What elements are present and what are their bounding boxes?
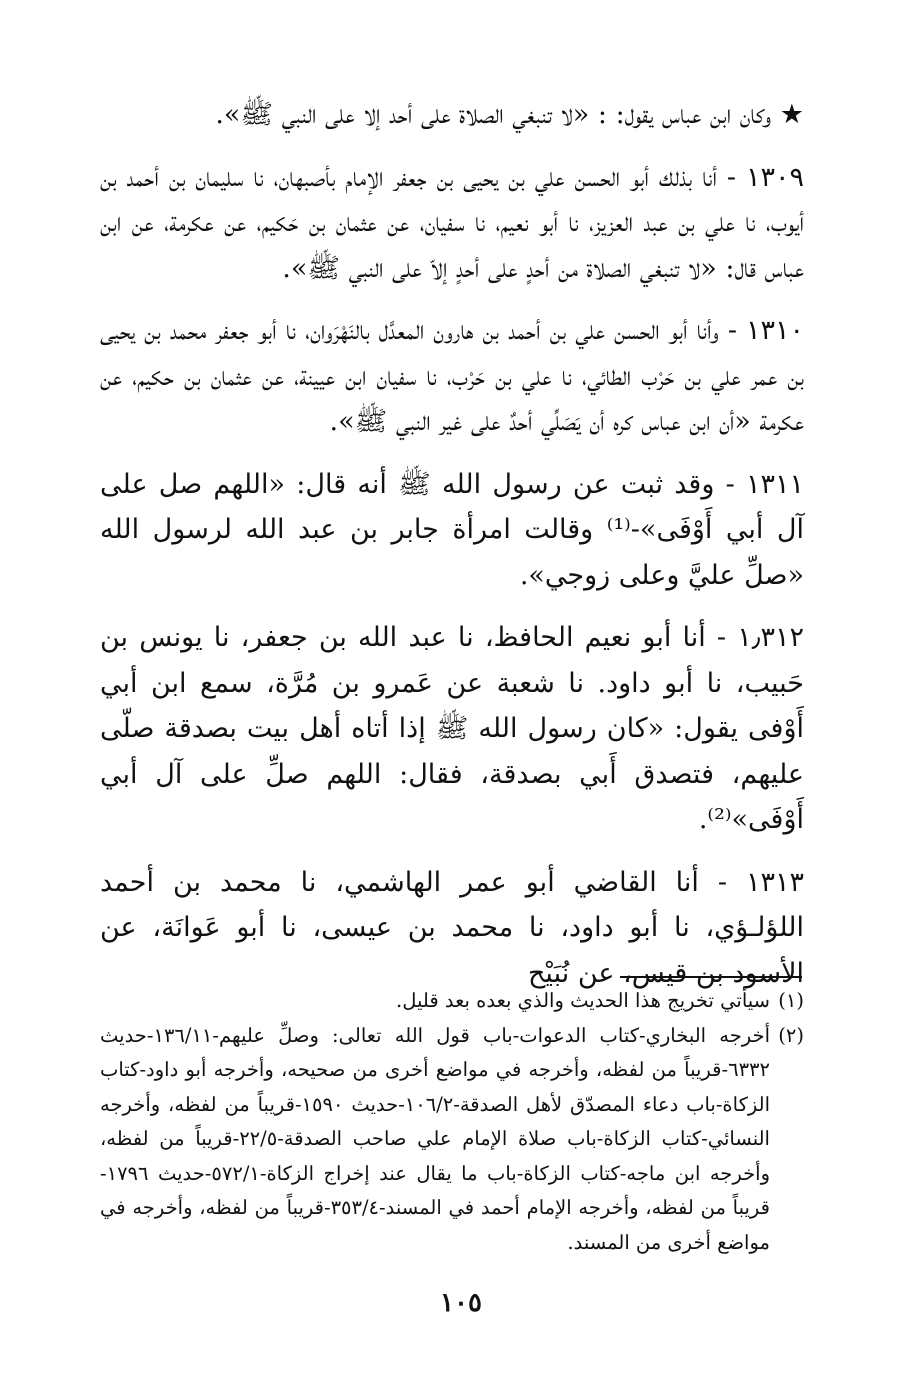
footnote-1-text: سيأتي تخريج هذا الحديث والذي بعده بعد قليل. (396, 989, 770, 1012)
footnote-1-number: (١) (778, 989, 804, 1012)
footnote-2 (100, 1019, 804, 1261)
footnote-divider (620, 976, 802, 978)
footnote-2-number: (٢) (778, 1023, 804, 1047)
footnotes (100, 984, 804, 1260)
footnote-1 (100, 984, 804, 1019)
main-text (100, 92, 804, 1013)
paragraph-hadith-1310: ١٣١٠ - وأنا أبو الحسن علي بن أحمد بن هارون المعدَّل بالنَهْرَوان، نا أبو جعفر محمد بن يحيى بن عمر علي بن حَرْب الطائي، نا علي بن حَرْب، نا سفيان ابن عيينة، عن عثمان بن حكيم، عن عكرمة «أن ابن عباس كره أن يَصَلِّي أحدٌ على غير النبي ﷺ». (100, 315, 805, 437)
paragraph-hadith-1313: ١٣١٣ - أنا القاضي أبو عمر الهاشمي، نا محمد بن أحمد اللؤلـؤي، نا أبو داود، نا محمد بن عيسى، نا أبو عَوانَة، عن الأسود بن قيس، عن نُبَيْح (100, 866, 804, 989)
paragraph-ibn-abbas-saying: ★ وكان ابن عباس يقول: : «لا تنبغي الصلاة على أحد إلا على النبي ﷺ». (215, 99, 804, 130)
page-number: ١٠٥ (440, 1288, 482, 1318)
paragraph-hadith-1309: ١٣٠٩ - أنا بذلك أبو الحسن علي بن يحيى بن جعفر الإمام بأصبهان، نا سليمان بن أحمد بن أيوب، نا علي بن عبد العزيز، نا أبو نعيم، نا سفيان، عن عثمان بن حَكيم، عن عكرمة، عن ابن عباس قال: «لا تنبغي الصلاة من أحدٍ على أحدٍ إلاّ على النبي ﷺ». (100, 161, 804, 284)
paragraph-hadith-1312: ١٫٣١٢ - أنا أبو نعيم الحافظ، نا عبد الله بن جعفر، نا يونس بن حَبيب، نا أبو داود. نا شعبة عن عَمرو بن مُرَّة، سمع ابن أبي أَوْفى يقول: «كان رسول الله ﷺ إذا أتاه أهل بيت بصدقة صلّى عليهم، فتصدق أَبي بصدقة، فقال: اللهم صلِّ على آل أبي أَوْفَى»⁽²⁾. (100, 622, 804, 835)
footnote-2-text: أخرجه البخاري-كتاب الدعوات-باب قول الله تعالى: وصلِّ عليهم-١٣٦/١١-حديث ٦٣٣٢-قريباً من لفظه، وأخرجه في مواضع أخرى من صحيحه، وأخرجه أبو داود-كتاب الزكاة-باب دعاء المصدّق لأهل الصدقة-١٠٦/٢-حديث ١٥٩٠-قريباً من لفظه، وأخرجه النسائي-كتاب الزكاة-باب صلاة الإمام علي صاحب الصدقة-٢٢/٥-قريباً من لفظه، وأخرجه ابن ماجه-كتاب الزكاة-باب ما يقال عند إخراج الزكاة-٥٧٢/١-حديث ١٧٩٦-قريباً من لفظه، وأخرجه الإمام أحمد في المسند-٣٥٣/٤-قريباً من لفظه، وأخرجه في مواضع أخرى من المسند. (100, 1023, 771, 1254)
paragraph-hadith-1311: ١٣١١ - وقد ثبت عن رسول الله ﷺ أنه قال: «اللهم صل على آل أبي أَوْفَى»-⁽¹⁾ وقالت امرأة جابر بن عبد الله لرسول الله «صلِّ عليَّ وعلى زوجي». (100, 468, 805, 591)
